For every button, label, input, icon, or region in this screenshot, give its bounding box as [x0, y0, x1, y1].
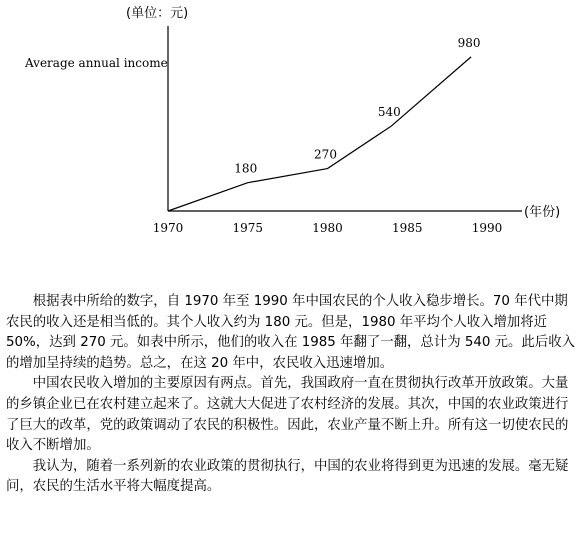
data-labels [234, 36, 480, 176]
essay [6, 292, 578, 498]
essay-paragraph-2: 中国农民收入增加的主要原因有两点。首先，我国政府一直在贯彻执行改革开放政策。大量的乡镇企业已在农村建立起来了。这就大大促进了农村经济的发展。其次，中国的农业政策进行了巨大的改革，党的政策调动了农民的积极性。因此，农业产量不断上升。所有这一切使农民的收入不断增加。 [6, 376, 569, 454]
x-tick-labels [153, 221, 503, 235]
series-layer [168, 57, 471, 211]
x-tick-label: 1985 [391, 221, 423, 235]
y-axis-label: Average annual income [25, 56, 168, 70]
data-label: 270 [314, 147, 337, 162]
data-label: 540 [377, 105, 401, 120]
x-tick-label: 1990 [471, 221, 503, 235]
essay-paragraph-3: 我认为，随着一系列新的农业政策的贯彻执行，中国的农业将得到更为迅速的发展。毫无疑问，农民的生活水平将大幅度提高。 [6, 458, 569, 495]
income-line [168, 57, 471, 211]
unit-label: (单位：元) [126, 6, 189, 21]
x-tick-label: 1970 [152, 221, 184, 235]
x-axis-label: (年份) [524, 205, 561, 220]
x-tick-label: 1980 [312, 221, 343, 235]
income-line-chart [0, 0, 583, 255]
essay-paragraph-1: 根据表中所给的数字，自 1970 年至 1990 年中国农民的个人收入稳步增长。70 年代中期农民的收入还是相当低的。其个人收入约为 180 元。但是，1980 年平均个人收入增加将近 50%，达到 270 元。如表中所示，他们的收入在 1985 年翻了一翻，总计为 540 元。此后收入的增加呈持续的趋势。总之，在这 20 年中，农民收入迅速增加。 [6, 294, 575, 371]
data-label: 180 [234, 161, 258, 176]
x-tick-label: 1975 [232, 221, 264, 235]
data-label: 980 [457, 35, 481, 50]
chart-svg [0, 0, 583, 255]
